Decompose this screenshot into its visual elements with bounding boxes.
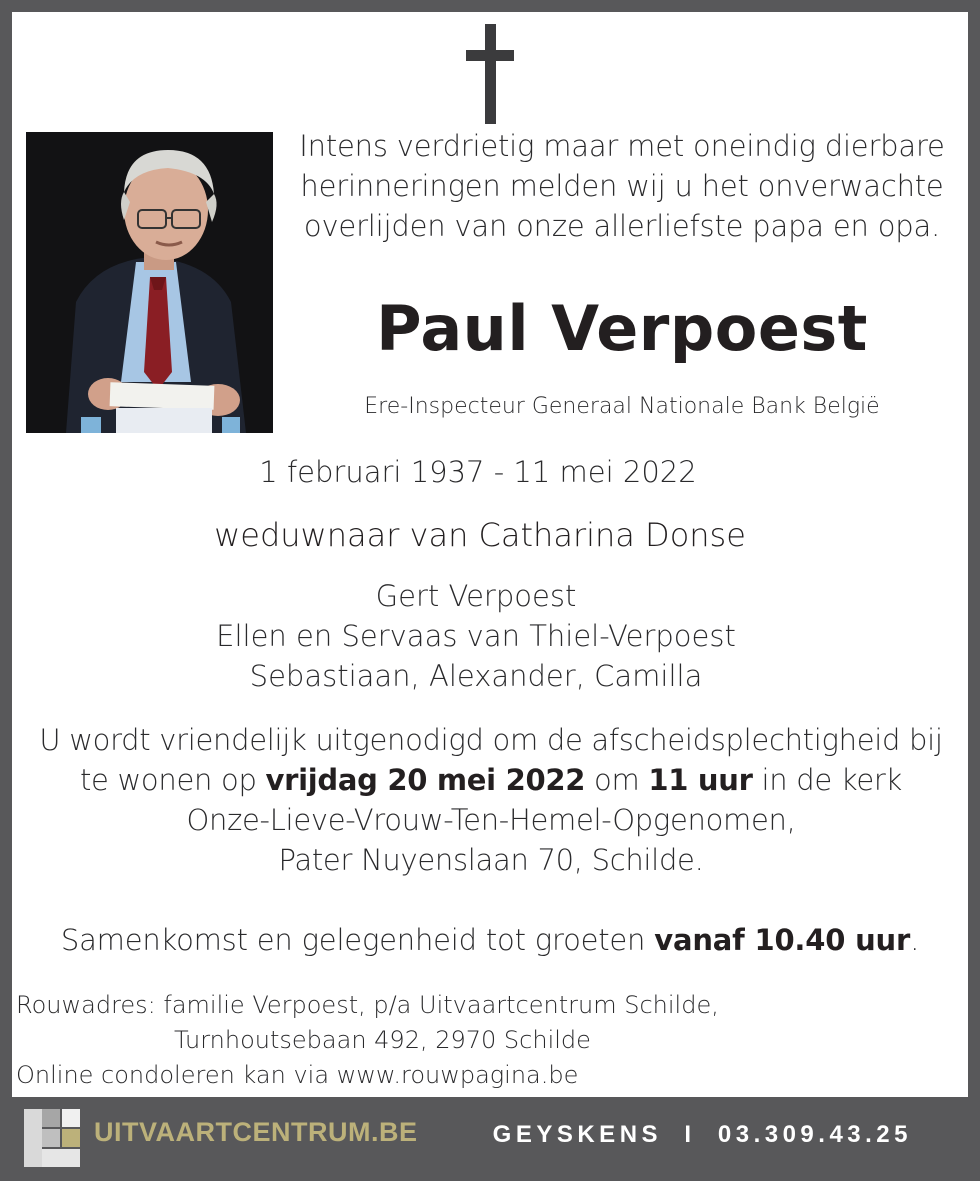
widower-line: weduwnaar van Catharina Donse bbox=[214, 516, 746, 554]
intro-text bbox=[280, 126, 964, 246]
gathering-time: vanaf 10.40 uur bbox=[654, 923, 911, 957]
family-member: Ellen en Servaas van Thiel-Verpoest bbox=[216, 619, 736, 653]
mourning-address bbox=[16, 988, 719, 1093]
invite-line: Onze-Lieve-Vrouw-Ten-Hemel-Opgenomen, bbox=[186, 803, 796, 837]
footer-bar bbox=[0, 1097, 980, 1181]
ceremony-time: 11 uur bbox=[648, 763, 753, 797]
deceased-title: Ere-Inspecteur Generaal Nationale Bank België bbox=[364, 394, 880, 419]
address-line: Rouwadres: familie Verpoest, p/a Uitvaartcentrum Schilde, bbox=[16, 991, 719, 1019]
brand-name[interactable]: UITVAARTCENTRUM.BE bbox=[94, 1117, 418, 1147]
address-line: Turnhoutsebaan 492, 2970 Schilde bbox=[174, 1026, 591, 1054]
intro-line: overlijden van onze allerliefste papa en opa. bbox=[303, 209, 941, 243]
deceased-name: Paul Verpoest bbox=[376, 292, 868, 365]
intro-line: Intens verdrietig maar met oneindig dierbare bbox=[299, 129, 945, 163]
family-member: Sebastiaan, Alexander, Camilla bbox=[249, 659, 703, 693]
contact-info[interactable]: GEYSKENS I 03.309.43.25 bbox=[492, 1121, 912, 1148]
cross-icon bbox=[466, 24, 514, 124]
family-list bbox=[0, 576, 954, 696]
obituary-card bbox=[12, 12, 968, 1097]
portrait-photo bbox=[26, 132, 273, 433]
invite-line: te wonen op vrijdag 20 mei 2022 om 11 uur in de kerk bbox=[79, 763, 902, 797]
intro-line: herinneringen melden wij u het onverwachte bbox=[300, 169, 944, 203]
ceremony-date: vrijdag 20 mei 2022 bbox=[265, 763, 586, 797]
gathering-info: Samenkomst en gelegenheid tot groeten vanaf 10.40 uur. bbox=[60, 923, 920, 957]
condolence-link[interactable]: Online condoleren kan via www.rouwpagina.be bbox=[16, 1061, 579, 1089]
invite-line: U wordt vriendelijk uitgenodigd om de afscheidsplechtigheid bij bbox=[39, 723, 943, 757]
family-member: Gert Verpoest bbox=[375, 579, 577, 613]
life-dates: 1 februari 1937 - 11 mei 2022 bbox=[259, 455, 697, 489]
uitvaartcentrum-logo bbox=[24, 1109, 80, 1167]
invite-line: Pater Nuyenslaan 70, Schilde. bbox=[278, 843, 704, 877]
ceremony-invitation bbox=[13, 720, 969, 880]
